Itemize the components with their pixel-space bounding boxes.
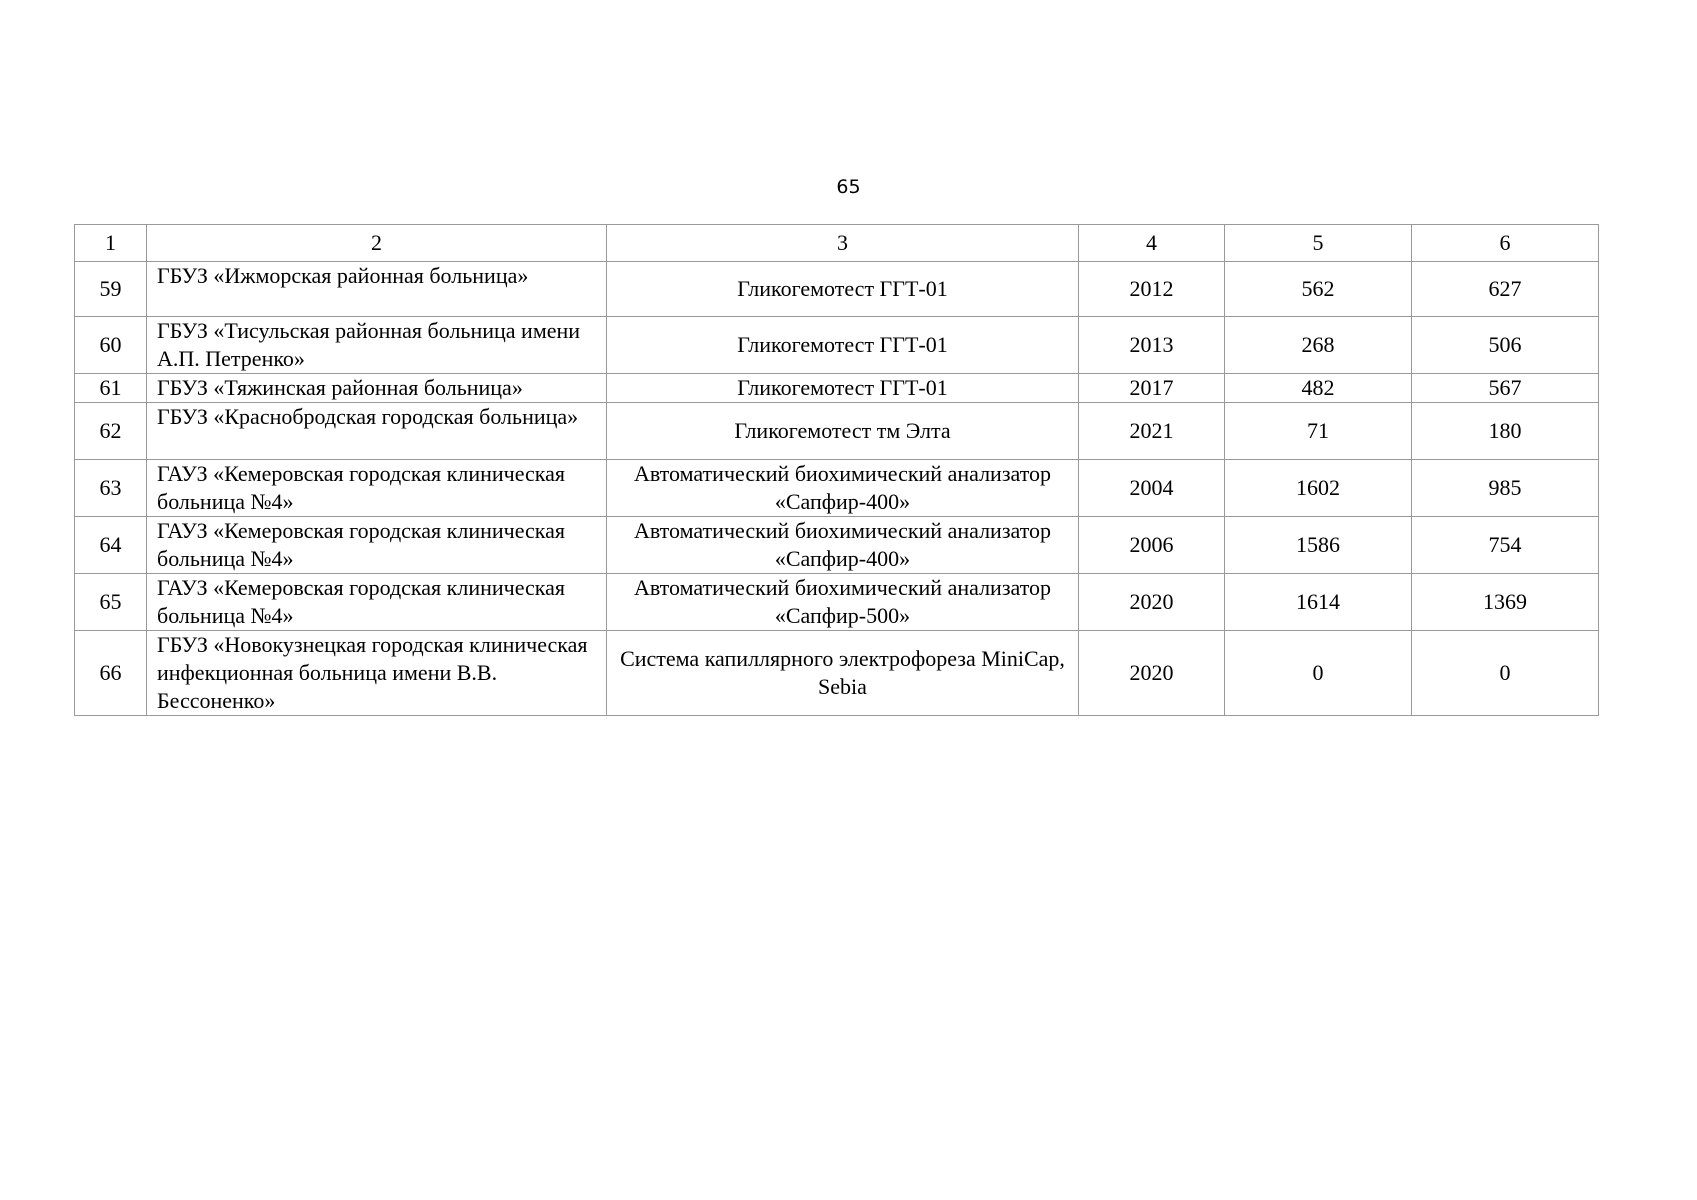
value-col5: 268 [1225,317,1412,374]
value-col6: 506 [1412,317,1599,374]
table-header-row [75,225,1599,262]
equipment-name: Автоматический биохимический анализатор «Сапфир-400» [607,517,1079,574]
institution-name: ГБУЗ «Тисульская районная больница имени А.П. Петренко» [147,317,607,374]
equipment-name: Автоматический биохимический анализатор «Сапфир-400» [607,460,1079,517]
row-number: 64 [75,517,147,574]
table-row [75,574,1599,631]
equipment-name: Гликогемотест ГГТ-01 [607,317,1079,374]
header-cell: 3 [607,225,1079,262]
equipment-table [74,224,1599,716]
year-cell: 2013 [1079,317,1225,374]
header-cell: 2 [147,225,607,262]
value-col5: 1614 [1225,574,1412,631]
year-cell: 2021 [1079,403,1225,460]
table-row [75,262,1599,317]
table-row [75,317,1599,374]
year-cell: 2004 [1079,460,1225,517]
value-col5: 482 [1225,374,1412,403]
value-col6: 627 [1412,262,1599,317]
year-cell: 2020 [1079,631,1225,716]
header-cell: 5 [1225,225,1412,262]
institution-name: ГБУЗ «Ижморская районная больница» [147,262,607,317]
value-col6: 0 [1412,631,1599,716]
institution-name: ГАУЗ «Кемеровская городская клиническая больница №4» [147,574,607,631]
header-cell: 6 [1412,225,1599,262]
table-row [75,403,1599,460]
value-col5: 1586 [1225,517,1412,574]
year-cell: 2006 [1079,517,1225,574]
value-col6: 567 [1412,374,1599,403]
institution-name: ГБУЗ «Тяжинская районная больница» [147,374,607,403]
equipment-name: Автоматический биохимический анализатор «Сапфир-500» [607,574,1079,631]
institution-name: ГАУЗ «Кемеровская городская клиническая больница №4» [147,460,607,517]
row-number: 61 [75,374,147,403]
institution-name: ГБУЗ «Новокузнецкая городская клиническая инфекционная больница имени В.В. Бессоненко» [147,631,607,716]
value-col6: 754 [1412,517,1599,574]
header-cell: 4 [1079,225,1225,262]
row-number: 65 [75,574,147,631]
institution-name: ГБУЗ «Краснобродская городская больница» [147,403,607,460]
table-row [75,631,1599,716]
value-col6: 985 [1412,460,1599,517]
row-number: 62 [75,403,147,460]
value-col5: 0 [1225,631,1412,716]
value-col6: 180 [1412,403,1599,460]
value-col5: 562 [1225,262,1412,317]
row-number: 63 [75,460,147,517]
year-cell: 2017 [1079,374,1225,403]
table-row [75,517,1599,574]
year-cell: 2012 [1079,262,1225,317]
institution-name: ГАУЗ «Кемеровская городская клиническая больница №4» [147,517,607,574]
equipment-name: Гликогемотест ГГТ-01 [607,374,1079,403]
equipment-name: Гликогемотест тм Элта [607,403,1079,460]
value-col5: 1602 [1225,460,1412,517]
header-cell: 1 [75,225,147,262]
row-number: 66 [75,631,147,716]
table-row [75,374,1599,403]
year-cell: 2020 [1079,574,1225,631]
row-number: 59 [75,262,147,317]
value-col5: 71 [1225,403,1412,460]
table-row [75,460,1599,517]
equipment-name: Гликогемотест ГГТ-01 [607,262,1079,317]
page-number: 65 [836,176,861,198]
value-col6: 1369 [1412,574,1599,631]
equipment-name: Система капиллярного электрофореза MiniCap, Sebia [607,631,1079,716]
row-number: 60 [75,317,147,374]
